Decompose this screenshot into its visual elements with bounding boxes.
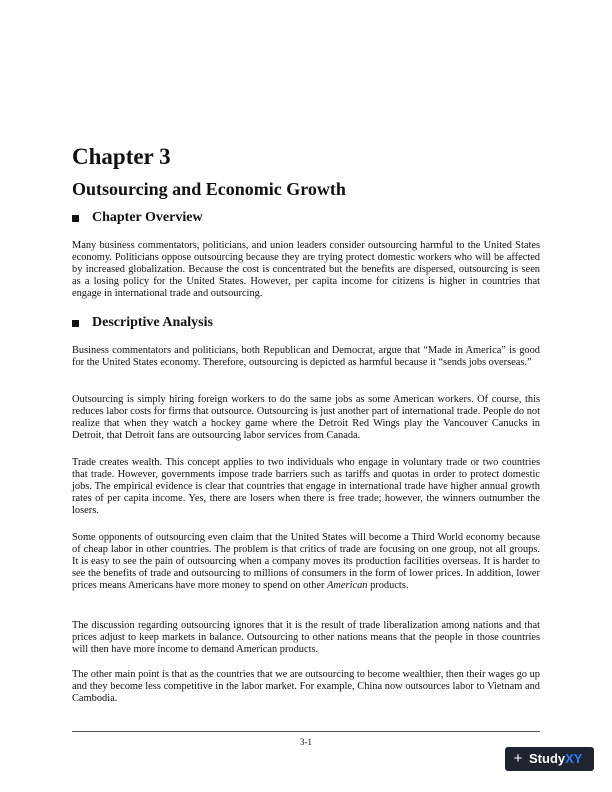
analysis-paragraph-4-end: products. <box>367 580 409 592</box>
section-heading-analysis <box>72 314 213 332</box>
footer-divider <box>72 731 540 732</box>
square-bullet-icon <box>72 320 79 327</box>
section-heading-overview <box>72 209 203 227</box>
analysis-paragraph-6: The other main point is that as the countries that we are outsourcing to become wealthier, then their wages go up and they become less competitive in the labor market. For example, China now outsources labor to Vietnam and Cambodia. <box>72 669 540 705</box>
square-bullet-icon <box>72 215 79 222</box>
chapter-title: Chapter 3 <box>72 144 171 169</box>
chapter-subtitle: Outsourcing and Economic Growth <box>72 179 346 199</box>
analysis-paragraph-1: Business commentators and politicians, both Republican and Democrat, argue that “Made in America” is good for the United States economy. Therefore, outsourcing is depicted as harmful because it “sends jobs overseas.” <box>72 345 540 369</box>
page-number: 3-1 <box>300 737 312 747</box>
section-heading-overview-label: Chapter Overview <box>92 210 203 225</box>
analysis-paragraph-4-text: Some opponents of outsourcing even claim that the United States will become a Third World economy because of cheap labor in other countries. The problem is that critics of trade are focusing on one group, not all groups. It is easy to see the pain of outsourcing when a company moves its production facilities overseas. It is harder to see the benefits of trade and outsourcing to millions of consumers in the form of lower prices. In addition, lower prices means Americans have more money to spend on other <box>72 532 540 592</box>
analysis-paragraph-2: Outsourcing is simply hiring foreign workers to do the same jobs as some American workers. Of course, this reduces labor costs for firms that outsource. Outsourcing is just another part of international trade. People do not realize that when they watch a hockey game where the Detroit Red Wings play the Vancouver Canucks in Detroit, that Detroit fans are outsourcing labor services from Canada. <box>72 394 540 442</box>
badge-text: Study <box>529 751 566 766</box>
overview-paragraph: Many business commentators, politicians, and union leaders consider outsourcing harmful to the United States economy. Politicians oppose outsourcing because they are trying protect domestic workers who will be affected by increased globalization. Because the cost is concentrated but the benefits are dispersed, outsourcing is seen as a losing policy for the United States. However, per capita income for citizens is higher in countries that engage in international trade and outsourcing. <box>72 240 540 300</box>
studyxy-badge[interactable] <box>505 747 594 771</box>
badge-text-accent: XY <box>565 751 583 766</box>
plus-icon: + <box>513 750 523 767</box>
analysis-paragraph-4 <box>72 532 540 592</box>
section-heading-analysis-label: Descriptive Analysis <box>92 315 213 330</box>
analysis-paragraph-4-italic: American <box>327 580 368 592</box>
analysis-paragraph-3: Trade creates wealth. This concept applies to two individuals who engage in voluntary trade or two countries that trade. However, governments impose trade barriers such as tariffs and quotas in order to protect domestic jobs. The empirical evidence is clear that countries that engage in international trade have higher annual growth rates of per capita income. Yes, there are losers when there is free trade; however, the winners outnumber the losers. <box>72 457 540 517</box>
analysis-paragraph-5: The discussion regarding outsourcing ignores that it is the result of trade liberalization among nations and that prices adjust to keep markets in balance. Outsourcing to other nations means that the people in those countries will then have more income to demand American products. <box>72 620 540 656</box>
